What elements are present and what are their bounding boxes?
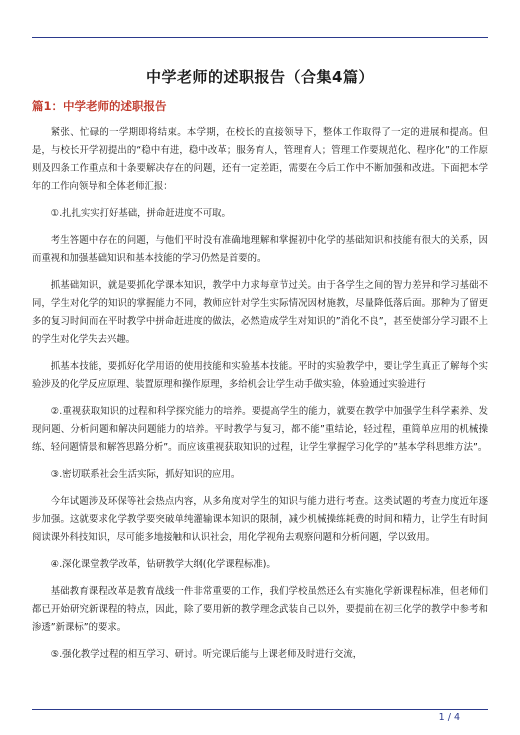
paragraph: 考生答题中存在的问题，与他们平时没有准确地理解和掌握初中化学的基础知识和技能有很大的关系，因而重视和加强基础知识和基本技能的学习仍然是首要的。	[32, 235, 488, 264]
paragraph: 今年试题涉及环保等社会热点内容，从多角度对学生的知识与能力进行考查。这类试题的考查力度近年逐步加强。这就要求化学教学要突破单纯灌输课本知识的限制，减少机械操练耗费的时间和精力，让学生有时间阅读课外科技知识，尽可能多地接触和认识社会，用化学视角去观察问题和分析问题，学以致用。	[32, 496, 488, 543]
footer-rule	[32, 709, 488, 710]
paragraph: 抓基本技能，要抓好化学用语的使用技能和实验基本技能。平时的实验教学中，要让学生真正了解每个实验涉及的化学反应原理、装置原理和操作原理，多给机会让学生动手做实验，体验通过实验进行	[32, 361, 488, 390]
paragraph-point-3: ③.密切联系社会生活实际，抓好知识的应用。	[50, 469, 241, 480]
page-indicator: 1 / 4	[438, 712, 460, 723]
document-title: 中学老师的述职报告（合集4篇）	[146, 68, 374, 86]
paragraph-point-2: ②.重视获取知识的过程和科学探究能力的培养。要提高学生的能力，就要在教学中加强学生科学素养、发现问题、分析问题和解决问题能力的培养。平时教学与复习，都不能”重结论，轻过程，重简单应用的机械操练、轻问题情景和解答思路分析”。而应该重视获取知识的过程，让学生掌握学习化学的”基本学科思维方法”。	[32, 406, 488, 453]
section-heading: 篇1：中学老师的述职报告	[32, 99, 167, 113]
paragraph: 抓基础知识，就是要抓化学课本知识，教学中力求每章节过关。由于各学生之间的智力差异和学习基础不同，学生对化学的知识的掌握能力不同，教师应针对学生实际情况因材施教，尽量降低落后面。那种为了留更多的复习时间而在平时教学中拼命赶进度的做法，必然造成学生对知识的”消化不良”，甚至使部分学习跟不上的学生对化学失去兴趣。	[32, 280, 488, 345]
paragraph-intro: 紧张、忙碌的一学期即将结束。本学期，在校长的直接领导下，整体工作取得了一定的进展和提高。但是，与校长开学初提出的“稳中有进，稳中改革；服务育人，管理育人；管理工作要规范化、程序化”的工作原则及四条工作重点和十条要解决存在的问题，还有一定差距，需要在今后工作中不断加强和改进。下面把本学年的工作向领导和全体老师汇报：	[32, 127, 488, 192]
paragraph-point-1: ①.扎扎实实打好基础，拼命赶进度不可取。	[50, 208, 231, 219]
paragraph-point-5: ⑤.强化教学过程的相互学习、研讨。听完课后能与上课老师及时进行交流，	[50, 649, 363, 660]
header-rule	[32, 37, 488, 38]
document-body	[32, 124, 488, 673]
paragraph-point-4: ④.深化课堂教学改革，钻研教学大纲(化学课程标准)。	[50, 559, 276, 570]
paragraph: 基础教育课程改革是教育战线一件非常重要的工作，我们学校虽然还么有实施化学新课程标准，但老师们都已开始研究新课程的特点，因此，除了要用新的教学理念武装自己以外，要提前在初三化学的教学中参考和渗透”新课标”的要求。	[32, 586, 488, 633]
